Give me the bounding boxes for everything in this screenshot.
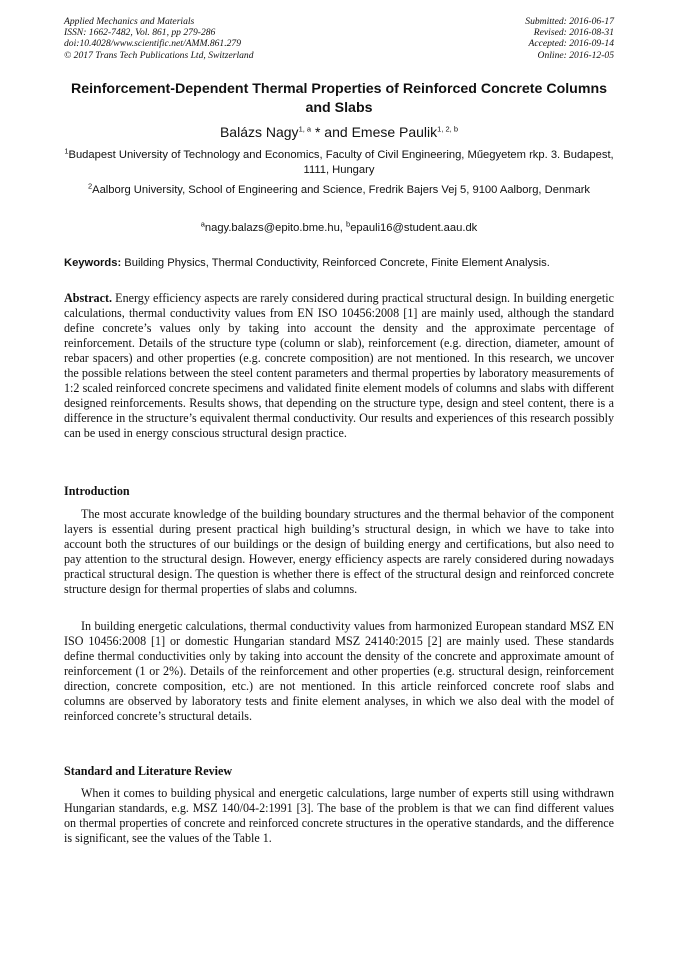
keywords [64,256,624,270]
introduction-heading: Introduction [64,484,130,498]
affiliation-2-mark: 2 [87,181,93,191]
email-a: nagy.balazs@epito.bme.hu, [204,222,347,234]
author-2: Emese Paulik [351,124,438,140]
author-list [60,123,618,141]
affiliation-2-text: Aalborg University, School of Engineering and Science, Fredrik Bajers Vej 5, 9100 Aalborg, Denmark [92,184,591,196]
introduction-paragraph-1: The most accurate knowledge of the building boundary structures and the thermal behavior of the component layers is essential during present practical high building’s structural design, in which we have to take into account both the structures of our buildings or the design of building energy and certifications, but also need to pay attention to the structural design. However, energy efficiency aspects are rarely considered during nowadays practical structural design. The question is whether there is effect of the structural design and reinforced concrete structure design for thermal properties of slabs and columns. [64,507,614,597]
email-b-mark: b [346,219,351,229]
author-and: and [320,124,352,140]
author-emails [60,221,618,236]
abstract-label: Abstract. [64,291,113,305]
journal-name: Applied Mechanics and Materials [64,16,195,27]
affiliation-1 [60,148,618,177]
affiliation-2 [60,183,618,198]
literature-heading: Standard and Literature Review [64,764,233,778]
author-1: Balázs Nagy [219,124,299,140]
journal-issn: ISSN: 1662-7482, Vol. 861, pp 279-286 [64,27,216,39]
paper-title: Reinforcement-Dependent Thermal Properties of Reinforced Concrete Columns and Slabs [70,81,608,116]
email-a-mark: a [200,219,205,229]
date-online: Online: 2016-12-05 [537,49,614,61]
keywords-text: Building Physics, Thermal Conductivity, Reinforced Concrete, Finite Element Analysis. [121,257,550,269]
date-submitted: Submitted: 2016-06-17 [525,16,614,27]
keywords-label: Keywords: [64,257,122,269]
date-accepted: Accepted: 2016-09-14 [528,38,614,50]
journal-info [64,16,254,61]
email-b: epauli16@student.aau.dk [350,222,478,234]
literature-paragraph-1: When it comes to building physical and energetic calculations, large number of experts still using withdrawn Hungarian standards, e.g. MSZ 140/04-2:1991 [3]. The base of the problem is that we can find different values on thermal properties of concrete and reinforced concrete structures in the operative standards, and the difference is significant, see the values of the Table 1. [64,786,614,846]
submission-dates [525,16,614,61]
introduction-paragraph-2: In building energetic calculations, thermal conductivity values from harmonized European standard MSZ EN ISO 10456:2008 [1] or domestic Hungarian standard MSZ 24140:2015 [2] are mainly used. These standards define thermal conductivities only by taking into account the density of the concrete and approximate amount of reinforcement (1 or 2%). Details of the reinforcement and other properties (e.g. structural design, reinforcement direction, concrete composition, etc.) are not mentioned. In this article reinforced concrete roof slabs and columns are observed by laboratory tests and finite element analyses, in which we also deal with the model of reinforced concrete’s structural details. [64,619,614,724]
date-revised: Revised: 2016-08-31 [533,27,614,39]
author-1-affil: 1, a [298,124,312,134]
affiliation-1-text: Budapest University of Technology and Economics, Faculty of Civil Engineering, Műegyetem rkp. 3. Budapest, 1111, Hungary [68,149,614,176]
journal-doi: doi:10.4028/www.scientific.net/AMM.861.279 [64,38,242,50]
corresponding-mark: * [311,124,321,140]
abstract-text: Energy efficiency aspects are rarely considered during practical structural design. In building energetic calculations, thermal conductivity values from EN ISO 10456:2008 [1] are mainly used, although the standard define concrete’s values only by taking into account the density and the approximate percentage of reinforcement. Details of the structure type (column or slab), reinforcement (e.g. direction, diameter, amount of rebar spacers) and other properties (e.g. concrete composition) are not mentioned. In this research, we uncover the possible relations between the steel content parameters and thermal properties by laboratory measurements of 1:2 scaled reinforced concrete specimens and validated finite element models of columns and slabs with different designed reinforcements. Results shows, that depending on the structure type, design and steel content, there is a difference in the structure’s equivalent thermal conductivity. Our results and experiences of this research possibly can be used in energy conscious structural design practice. [64,291,614,441]
affiliation-1-mark: 1 [64,146,69,156]
journal-copyright: © 2017 Trans Tech Publications Ltd, Switzerland [64,49,254,61]
author-2-affil: 1, 2, b [437,124,459,134]
abstract [64,291,614,441]
